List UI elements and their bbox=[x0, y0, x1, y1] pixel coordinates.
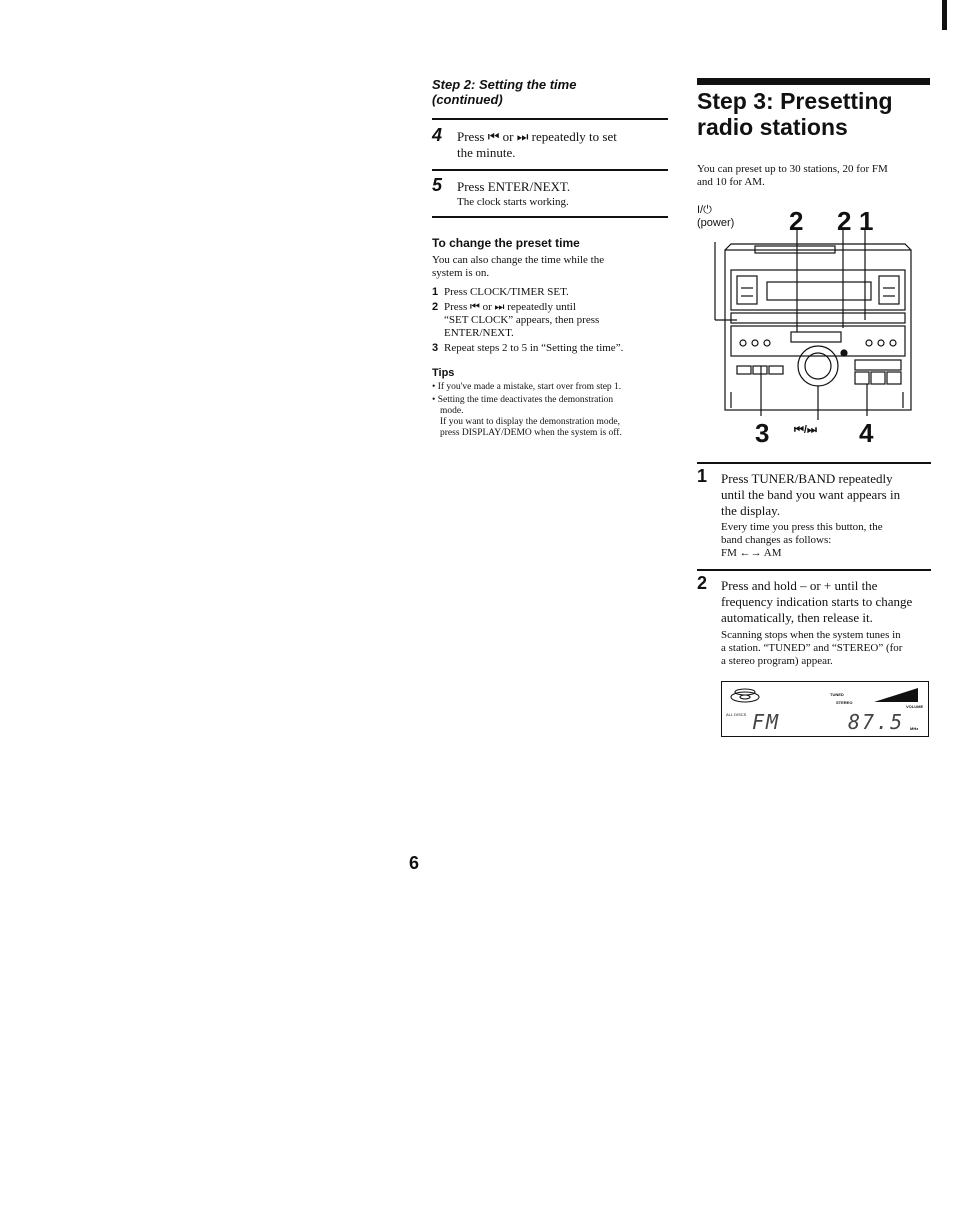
tip-2-cont: press DISPLAY/DEMO when the system is off. bbox=[440, 428, 622, 438]
callout-skip: ⏮/⏭ bbox=[794, 424, 817, 436]
step-1-number: 1 bbox=[697, 466, 708, 486]
step-2-line-3: automatically, then release it. bbox=[721, 610, 873, 625]
band-readout: FM bbox=[752, 710, 781, 734]
step-1-line-1: Press TUNER/BAND repeatedly bbox=[721, 471, 893, 486]
step-4-number: 4 bbox=[432, 125, 443, 145]
list-item-number: 3 bbox=[432, 342, 439, 354]
list-item-number: 2 bbox=[432, 301, 439, 313]
step-2-line-1: Press and hold – or + until the bbox=[721, 578, 878, 593]
step-5-text: Press ENTER/NEXT. bbox=[457, 179, 571, 194]
step-1-line-3: the display. bbox=[721, 503, 781, 518]
page-title-line-1: Step 3: Presetting bbox=[697, 88, 893, 114]
tip-2-cont: If you want to display the demonstration mode, bbox=[440, 417, 620, 427]
header-line-2: (continued) bbox=[432, 92, 503, 107]
list-item-text: ENTER/NEXT. bbox=[444, 327, 514, 339]
power-symbol: I/⏻ bbox=[697, 204, 712, 216]
intro-line-2: and 10 for AM. bbox=[697, 176, 765, 188]
change-intro-line-2: system is on. bbox=[432, 267, 490, 279]
step-2-note-1: Scanning stops when the system tunes in bbox=[721, 629, 901, 641]
step-4-text bbox=[457, 129, 617, 161]
tips-heading: Tips bbox=[432, 367, 455, 379]
step-2-note-2: a station. “TUNED” and “STEREO” (for bbox=[721, 642, 903, 654]
change-heading: To change the preset time bbox=[432, 236, 580, 250]
change-list bbox=[432, 286, 672, 355]
intro bbox=[697, 163, 888, 189]
corner-mark bbox=[942, 0, 947, 30]
step-2-text bbox=[721, 578, 912, 626]
step-1-note-1: Every time you press this button, the bbox=[721, 521, 883, 533]
callout-3: 3 bbox=[755, 418, 770, 448]
step-2-note-3: a stereo program) appear. bbox=[721, 655, 833, 667]
divider bbox=[697, 462, 931, 464]
volume-bar-icon bbox=[872, 686, 920, 704]
step-2-number: 2 bbox=[697, 573, 708, 593]
step-5-number: 5 bbox=[432, 175, 443, 195]
callout-2: 2 bbox=[789, 206, 804, 236]
continued-header bbox=[432, 77, 576, 107]
step-1-text bbox=[721, 471, 900, 519]
frequency-readout: 87.5 bbox=[848, 710, 905, 734]
list-item-number: 1 bbox=[432, 286, 439, 298]
step-2-line-2: frequency indication starts to change bbox=[721, 594, 913, 609]
step-5-note: The clock starts working. bbox=[457, 196, 569, 208]
disc-icon bbox=[728, 686, 762, 708]
tips bbox=[432, 382, 672, 439]
title-bar bbox=[697, 78, 930, 85]
list-item bbox=[432, 342, 672, 355]
display-panel bbox=[721, 681, 929, 737]
divider bbox=[432, 118, 668, 120]
step-4-line-1: Press ⏮ or ⏭ repeatedly to set bbox=[457, 129, 617, 144]
step-1-note-2: band changes as follows: bbox=[721, 534, 832, 546]
step-1-line-2: until the band you want appears in bbox=[721, 487, 901, 502]
list-item-text: “SET CLOCK” appears, then press bbox=[444, 314, 600, 326]
callout-1: 1 bbox=[859, 206, 874, 236]
step-1-note bbox=[721, 521, 883, 560]
callout-4: 4 bbox=[859, 418, 874, 448]
page-title-line-2: radio stations bbox=[697, 114, 848, 140]
header-line-1: Step 2: Setting the time bbox=[432, 77, 577, 92]
tip-1: • If you've made a mistake, start over from step 1. bbox=[432, 382, 622, 392]
volume-indicator: VOLUME bbox=[906, 704, 924, 709]
divider bbox=[432, 216, 668, 218]
step-2-note bbox=[721, 629, 902, 668]
change-intro-line-1: You can also change the time while the bbox=[432, 254, 605, 266]
list-item bbox=[432, 301, 672, 340]
step-4-line-2: the minute. bbox=[457, 145, 516, 160]
tuned-indicator: TUNED bbox=[830, 692, 844, 697]
stereo-indicator: STEREO bbox=[836, 700, 853, 705]
change-intro bbox=[432, 254, 604, 280]
intro-line-1: You can preset up to 30 stations, 20 for FM bbox=[697, 163, 888, 175]
tip-2-cont: mode. bbox=[440, 406, 464, 416]
step-1-note-3: FM ←→ AM bbox=[721, 547, 782, 559]
callout-2: 2 bbox=[837, 206, 852, 236]
all-discs-indicator: ALL DISCS bbox=[726, 712, 747, 717]
stereo-diagram bbox=[697, 200, 937, 450]
page-number: 6 bbox=[409, 853, 420, 873]
list-item-text: Repeat steps 2 to 5 in “Setting the time”. bbox=[444, 342, 624, 354]
stereo-drawing bbox=[697, 200, 937, 420]
list-item bbox=[432, 286, 672, 299]
power-text: (power) bbox=[697, 217, 735, 229]
divider bbox=[697, 569, 931, 571]
divider bbox=[432, 169, 668, 171]
page-title bbox=[697, 88, 893, 140]
mhz-unit: MHz bbox=[910, 726, 919, 731]
list-item-text: Press CLOCK/TIMER SET. bbox=[444, 286, 569, 298]
tip-2: • Setting the time deactivates the demonstration bbox=[432, 395, 614, 405]
list-item-text: Press ⏮ or ⏭ repeatedly until bbox=[444, 301, 576, 313]
